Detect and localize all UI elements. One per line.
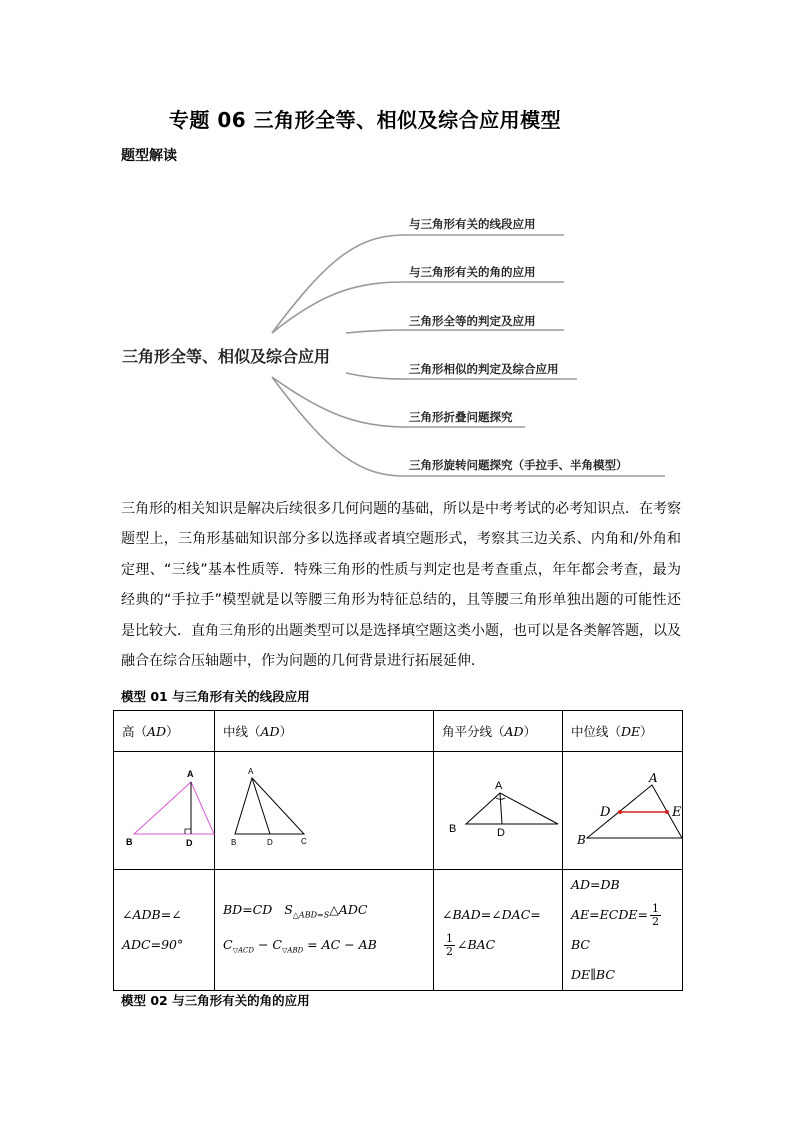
model-01-heading: 模型 01 与三角形有关的线段应用: [121, 689, 310, 704]
altitude-triangle-figure: [114, 752, 215, 866]
formula-median: BD=CD $S_{\triangle ABD=S}\triangle ADC$ $C_{▽ACD} - C_{▽ABD}$ = AC − AB: [215, 870, 434, 991]
mind-map-connector: [346, 330, 564, 333]
bisector-triangle-figure: [434, 752, 563, 866]
label-A: A: [495, 780, 503, 792]
mind-map-branch: 三角形折叠问题探究: [409, 410, 513, 424]
figure-midline-cell: [563, 752, 683, 870]
figure-median-cell: [215, 752, 434, 870]
label-A: A: [187, 769, 194, 779]
label-D: D: [600, 805, 611, 820]
section-subtitle: 题型解读: [121, 148, 177, 164]
label-A: A: [248, 767, 254, 776]
figure-altitude-cell: [114, 752, 215, 870]
table-figure-row: [114, 752, 683, 870]
label-B: B: [231, 838, 237, 847]
page-title: 专题 06 三角形全等、相似及综合应用模型: [168, 108, 562, 132]
model-02-heading: 模型 02 与三角形有关的角的应用: [121, 993, 310, 1008]
intro-paragraph: 三角形的相关知识是解决后续很多几何问题的基础，所以是中考考试的必考知识点．在考察题型上，三角形基础知识部分多以选择或者填空题形式，考察其三边关系、内角和/外角和定理、“三线”基本性质等．特殊三角形的性质与判定也是考查重点，年年都会考查，最为经典的“手拉手”模型就是以等腰三角形为特征总结的，且等腰三角形单独出题的可能性还是比较大．直角三角形的出题类型可以是选择填空题这类小题，也可以是各类解答题，以及融合在综合压轴题中，作为问题的几何背景进行拓展延伸．: [121, 501, 681, 670]
table-header-row: [114, 711, 683, 752]
label-A: A: [649, 771, 658, 785]
header-bisector: 角平分线（AD）: [434, 711, 563, 752]
figure-bisector-cell: [434, 752, 563, 870]
label-E: E: [672, 805, 682, 820]
mind-map-branch: 与三角形有关的线段应用: [409, 217, 536, 231]
header-midline: 中位线（DE）: [563, 711, 683, 752]
mind-map-branch: 三角形旋转问题探究（手拉手、半角模型）: [409, 458, 628, 472]
header-median: 中线（AD）: [215, 711, 434, 752]
label-D: D: [186, 838, 193, 848]
label-C: C: [301, 837, 307, 846]
label-B: B: [577, 833, 586, 847]
label-D: D: [267, 838, 273, 847]
mind-map-branch: 三角形相似的判定及综合应用: [409, 362, 559, 376]
midline-triangle-figure: [563, 752, 683, 866]
label-B: B: [126, 837, 133, 847]
mind-map: [100, 195, 700, 495]
formula-midline: AD=DB AE=ECDE= $\frac{1}{2}$ BC DE∥BC: [563, 870, 683, 991]
table-formula-row: [114, 870, 683, 991]
model-01-table: [113, 710, 683, 991]
mind-map-root: 三角形全等、相似及综合应用: [122, 347, 331, 366]
median-triangle-figure: [215, 752, 434, 866]
label-D: D: [497, 827, 505, 839]
mind-map-branch: 与三角形有关的角的应用: [409, 265, 536, 279]
mind-map-branch: 三角形全等的判定及应用: [409, 314, 536, 328]
formula-altitude: ∠ADB=∠ ADC=90°: [114, 870, 215, 991]
formula-bisector: ∠BAD=∠DAC= $\frac{1}{2}$ ∠BAC: [434, 870, 563, 991]
label-B: B: [449, 823, 457, 835]
header-altitude: 高（AD）: [114, 711, 215, 752]
